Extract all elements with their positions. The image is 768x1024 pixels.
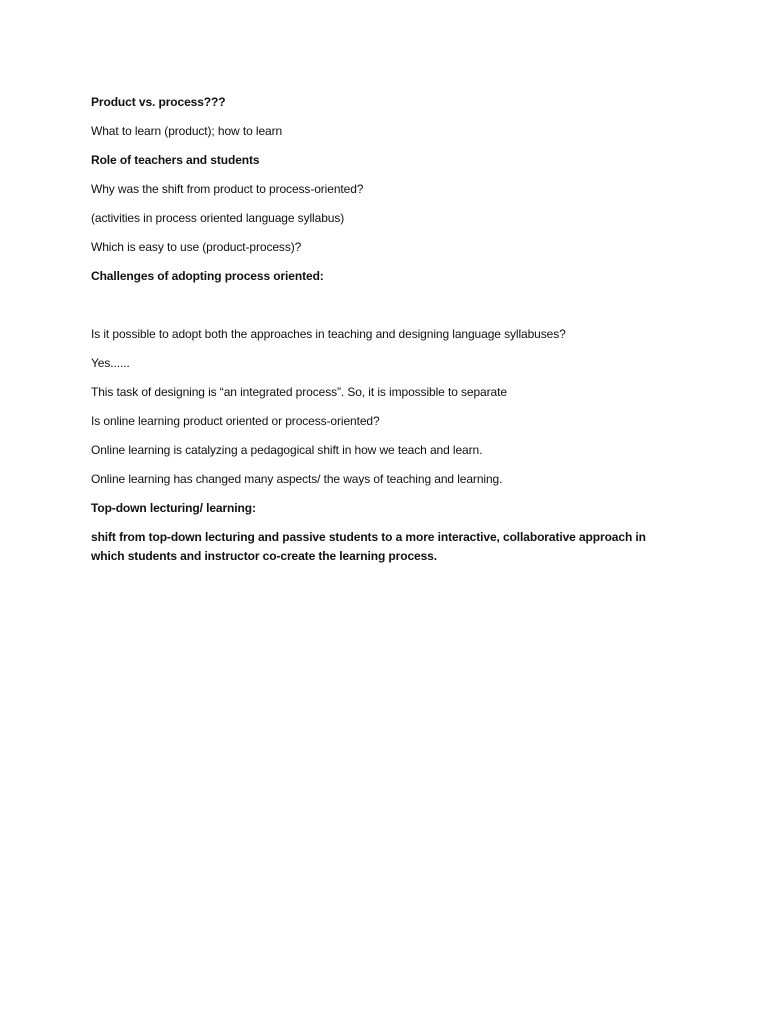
text-line: Challenges of adopting process oriented: [91, 269, 324, 283]
text-line: What to learn (product); how to learn [91, 124, 283, 138]
text-line: (activities in process oriented language syllabus) [91, 211, 345, 225]
text-line: Is online learning product oriented or process-oriented? [91, 414, 380, 428]
text-line: Online learning has changed many aspects/ the ways of teaching and learning. [91, 472, 503, 486]
blank-line [91, 296, 671, 315]
text-line: Role of teachers and students [91, 153, 260, 167]
text-line: shift from top-down lecturing and passive students to a more interactive, collaborative approach in which students and instructor co-create the learning process. [91, 530, 646, 563]
text-line: Online learning is catalyzing a pedagogical shift in how we teach and learn. [91, 443, 483, 457]
text-line: Why was the shift from product to process-oriented? [91, 182, 364, 196]
text-line: Product vs. process??? [91, 95, 226, 109]
text-line: Which is easy to use (product-process)? [91, 240, 302, 254]
text-line: This task of designing is “an integrated process”. So, it is impossible to separate [91, 385, 507, 399]
text-line: Is it possible to adopt both the approaches in teaching and designing language syllabuses? [91, 327, 566, 341]
text-line: Top-down lecturing/ learning: [91, 501, 256, 515]
document-body [91, 93, 671, 576]
text-line: Yes...... [91, 356, 130, 370]
